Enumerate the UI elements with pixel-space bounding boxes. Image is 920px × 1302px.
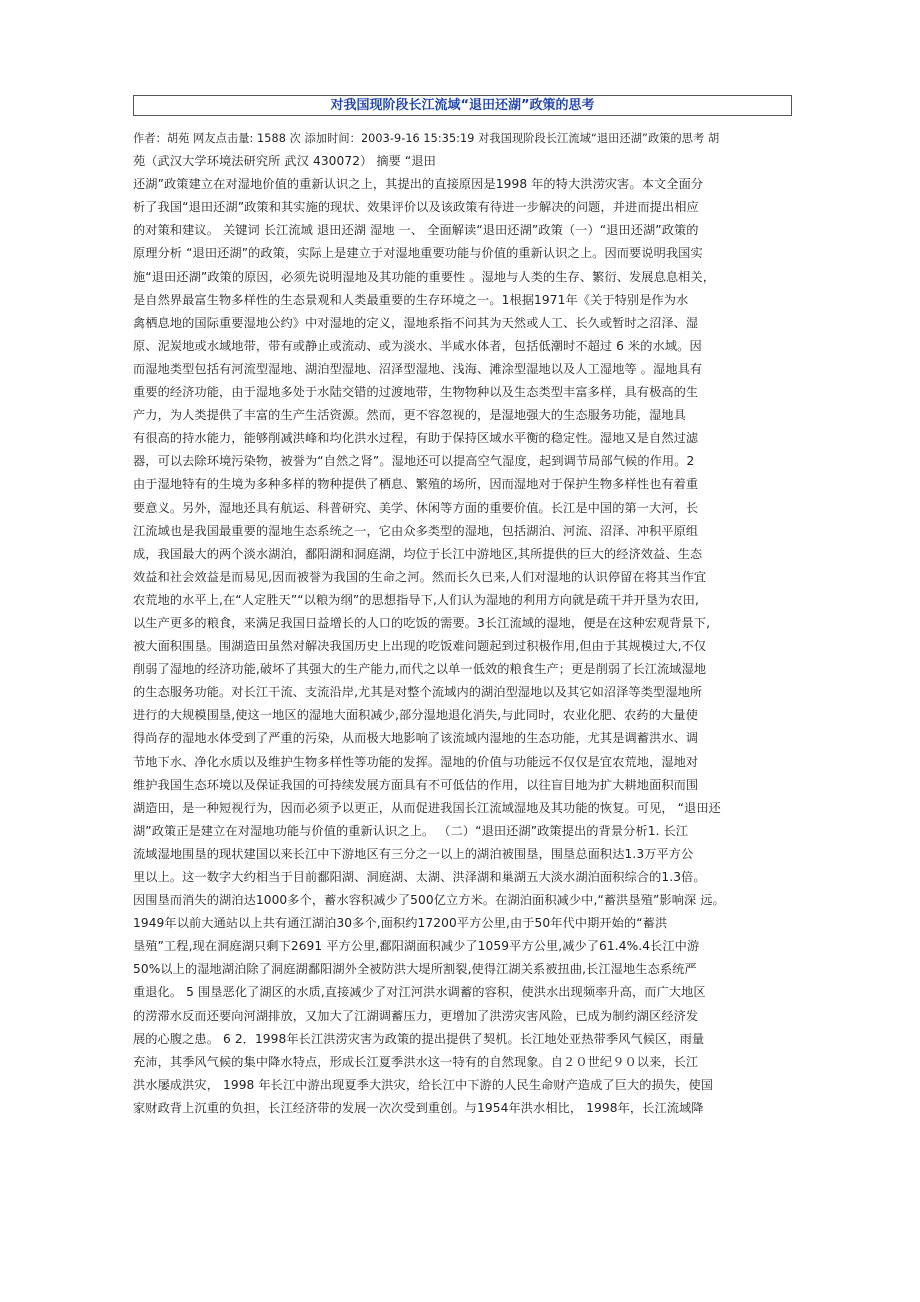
body-text-line: 有很高的持水能力，能够削减洪峰和均化洪水过程，有助于保持区域水平衡的稳定性。湿地又是自然过滤 (133, 431, 699, 446)
body-text-line: 50%以上的湿地湖泊除了洞庭湖鄱阳湖外全被防洪大堤所割裂,使得江湖关系被扭曲,长江湿地生态系统严 (133, 962, 697, 977)
article-body (133, 127, 773, 1120)
body-text-line: 的生态服务功能。对长江干流、支流沿岸,尤其是对整个流域内的湖泊型湿地以及其它如沼泽等类型湿地所 (133, 685, 703, 700)
body-text-line: 湖”政策正是建立在对湿地功能与价值的重新认识之上。 （二）“退田还湖”政策提出的背景分析1. 长江 (133, 823, 689, 838)
body-text-line: 由于湿地特有的生境为多种多样的物种提供了栖息、繁殖的场所，因而湿地对于保护生物多样性也有着重 (133, 477, 699, 492)
body-text-line: 苑（武汉大学环境法研究所 武汉 430072） 摘要 “退田 (133, 154, 436, 169)
body-text-line: 进行的大规模围垦,使这一地区的湿地大面积减少,部分湿地退化消失,与此同时，农业化肥、农药的大量使 (133, 708, 698, 723)
body-text-line: 产力，为人类提供了丰富的生产生活资源。然而，更不容忽视的，是湿地强大的生态服务功能，湿地具 (133, 408, 686, 423)
body-text-line: 器，可以去除环境污染物，被誉为“自然之肾”。湿地还可以提高空气湿度，起到调节局部气候的作用。2 (133, 454, 695, 469)
body-text-line: 维护我国生态环境以及保证我国的可持续发展方面具有不可低估的作用，以往盲目地为扩大耕地面积而围 (133, 777, 699, 792)
body-text-line: 重要的经济功能，由于湿地多处于水陆交错的过渡地带，生物物种以及生态类型丰富多样，具有极高的生 (133, 385, 699, 400)
body-text-line: 原理分析 “退田还湖”的政策，实际上是建立于对湿地重要功能与价值的重新认识之上。因而要说明我国实 (133, 246, 703, 261)
body-text-line: 1949年以前大通站以上共有通江湖泊30多个,面积约17200平方公里,由于50年代中期开始的“蓄洪 (133, 916, 668, 931)
body-text-line: 因围垦而消失的湖泊达1000多个，蓄水容积减少了500亿立方米。在湖泊面积减少中,“蓄洪垦殖”影响深 远。 (133, 893, 725, 908)
body-text-line: 的对策和建议。 关键词 长江流域 退田还湖 湿地 一、 全面解读“退田还湖”政策（一）“退田还湖”政策的 (133, 223, 699, 238)
body-text-line: 湖造田，是一种短视行为，因而必须予以更正，从而促进我国长江流域湿地及其功能的恢复。可见， “退田还 (133, 800, 721, 815)
body-text-line: 洪水屡成洪灾， 1998 年长江中游出现夏季大洪灾，给长江中下游的人民生命财产造成了巨大的损失，使国 (133, 1077, 714, 1092)
body-text-line: 垦殖”工程,现在洞庭湖只剩下2691 平方公里,鄱阳湖面积减少了1059平方公里,减少了61.4%.4长江中游 (133, 939, 700, 954)
body-text-line: 禽栖息地的国际重要湿地公约》中对湿地的定义，湿地系指不问其为天然或人工、长久或暂时之沼泽、湿 (133, 315, 699, 330)
body-text-line: 展的心腹之患。 6 2．1998年长江洪涝灾害为政策的提出提供了契机。长江地处亚热带季风气候区，雨量 (133, 1031, 705, 1046)
body-text-line: 而湿地类型包括有河流型湿地、湖泊型湿地、沼泽型湿地、浅海、滩涂型湿地以及人工湿地等 。湿地具有 (133, 361, 703, 376)
body-text-line: 削弱了湿地的经济功能,破坏了其强大的生产能力,而代之以单一低效的粮食生产；更是削弱了长江流域湿地 (133, 662, 707, 677)
body-text-line: 以生产更多的粮食，来满足我国日益增长的人口的吃饭的需要。3长江流域的湿地，便是在这种宏观背景下, (133, 615, 711, 630)
body-text-line: 要意义。另外，湿地还具有航运、科普研究、美学、休闲等方面的重要价值。长江是中国的第一大河，长 (133, 500, 699, 515)
body-text-line: 节地下水、净化水质以及维护生物多样性等功能的发挥。湿地的价值与功能远不仅仅是宜农荒地，湿地对 (133, 754, 699, 769)
body-text-line: 析了我国“退田还湖”政策和其实施的现状、效果评价以及该政策有待进一步解决的问题，并进而提出相应 (133, 200, 699, 215)
body-text-line: 流域湿地围垦的现状建国以来长江中下游地区有三分之一以上的湖泊被围垦，围垦总面积达1.3万平方公 (133, 846, 694, 861)
body-text-line: 还湖”政策建立在对湿地价值的重新认识之上，其提出的直接原因是1998 年的特大洪涝灾害。本文全面分 (133, 177, 704, 192)
article-title: 对我国现阶段长江流域“退田还湖”政策的思考 (133, 95, 792, 116)
body-text-line: 是自然界最富生物多样性的生态景观和人类最重要的生存环境之一。1根据1971年《关于特别是作为水 (133, 292, 689, 307)
body-text-line: 得尚存的湿地水体受到了严重的污染，从而极大地影响了该流域内湿地的生态功能，尤其是调蓄洪水、调 (133, 731, 699, 746)
body-text-line: 家财政背上沉重的负担，长江经济带的发展一次次受到重创。与1954年洪水相比， 1998年，长江流域降 (133, 1100, 704, 1115)
body-text-line: 农荒地的水平上,在“人定胜天”“以粮为纲”的思想指导下,人们认为湿地的利用方向就是疏干并开垦为农田, (133, 592, 699, 607)
body-text-line: 的涝滞水反而还要向河湖排放，又加大了江湖调蓄压力，更增加了洪涝灾害风险，已成为制约湖区经济发 (133, 1008, 699, 1023)
body-text-line: 被大面积围垦。围湖造田虽然对解决我国历史上出现的吃饭难问题起到过积极作用,但由于其规模过大,不仅 (133, 639, 707, 654)
body-text-line: 效益和社会效益是而易见,因而被誉为我国的生命之河。然而长久已来,人们对湿地的认识停留在将其当作宜 (133, 569, 707, 584)
body-text-line: 成，我国最大的两个淡水湖泊，鄱阳湖和洞庭湖，均位于长江中游地区,其所提供的巨大的经济效益、生态 (133, 546, 703, 561)
body-text-line: 重退化。 5 围垦恶化了湖区的水质,直接减少了对江河洪水调蓄的容积，使洪水出现频率升高，而广大地区 (133, 985, 706, 1000)
body-text-line: 施“退田还湖”政策的原因，必须先说明湿地及其功能的重要性 。湿地与人类的生存、繁衍、发展息息相关， (133, 269, 716, 284)
body-text-line: 江流域也是我国最重要的湿地生态系统之一，它由众多类型的湿地，包括湖泊、河流、沼泽、冲积平原组 (133, 523, 699, 538)
body-text-line: 里以上。这一数字大约相当于目前鄱阳湖、洞庭湖、太湖、洪泽湖和巢湖五大淡水湖泊面积综合的1.3倍。 (133, 870, 706, 884)
body-text-line: 原、泥炭地或水域地带，带有或静止或流动、或为淡水、半咸水体者，包括低潮时不超过 6 米的水域。因 (133, 338, 702, 353)
article-meta-line: 作者：胡苑 网友点击量: 1588 次 添加时间：2003-9-16 15:35:19 对我国现阶段长江流域“退田还湖”政策的思考 胡 (133, 132, 720, 145)
body-text-line: 充沛，其季风气候的集中降水特点，形成长江夏季洪水这一特有的自然现象。自２０世纪９０以来，长江 (133, 1054, 699, 1069)
